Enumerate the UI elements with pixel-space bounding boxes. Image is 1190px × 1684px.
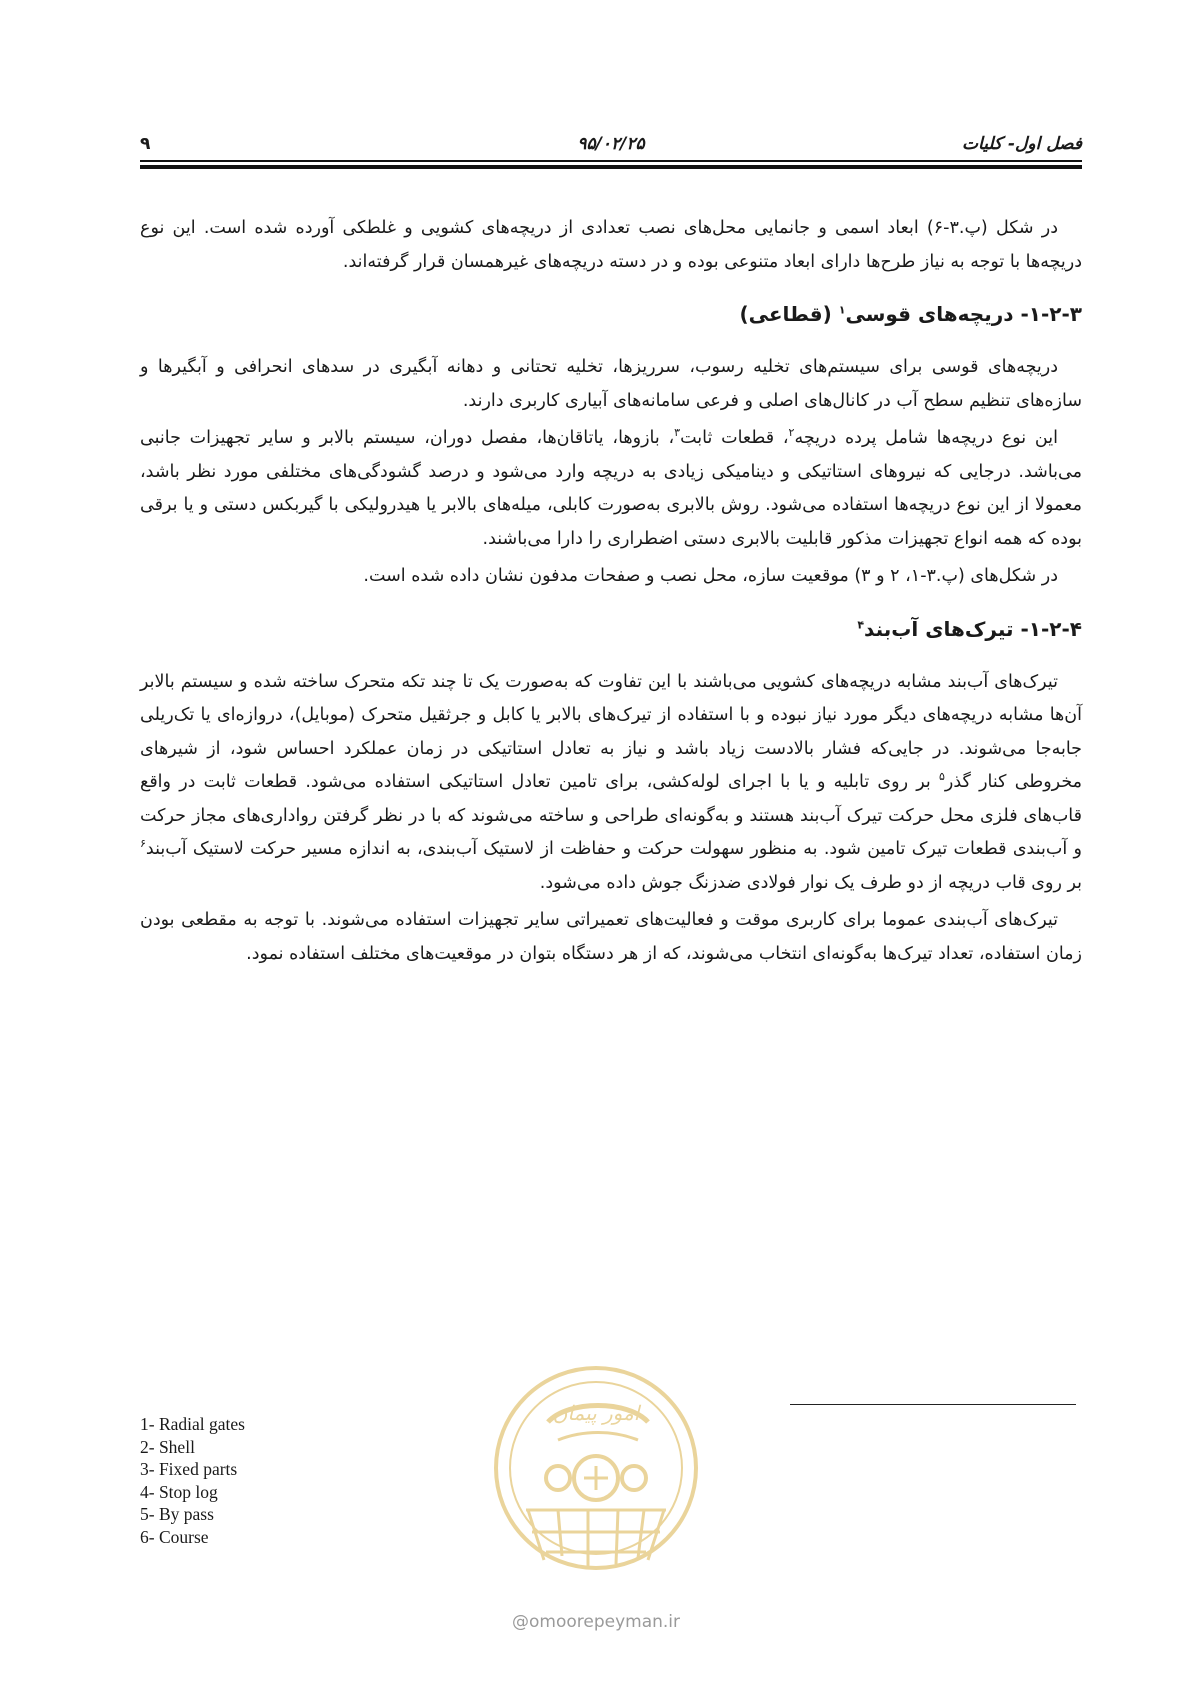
header-rule-thin [140,160,1082,162]
page-header [140,128,1082,158]
paragraph: تیرک‌های آب‌بندی عموما برای کاربری موقت و فعالیت‌های تعمیراتی سایر تجهیزات استفاده می‌شوند. با توجه به مقطعی بودن زمان استفاده، تعداد تیرک‌ها به‌گونه‌ای انتخاب می‌شوند، که از هر دستگاه بتوان در موقعیت‌های مختلف استفاده نمود. [140,910,1082,964]
paragraph-text: این نوع دریچه‌ها شامل پرده دریچه [794,428,1058,448]
section-heading-radial-gates [140,299,1082,329]
footnote-rule [790,1404,1076,1405]
footnote-item: 1- Radial gates [140,1414,245,1434]
paragraph-text: ، بازوها، یاتاقان‌ها، مفصل دوران، سیستم بالابر و سایر تجهیزات جانبی می‌باشد. درجایی که نیروهای استاتیکی و دینامیکی زیادی به دریچه وارد می‌شود و درصد گشودگی‌های مختلفی مورد نظر باشد، معمولا از این نوع دریچه‌ها استفاده می‌شود. روش بالابری به‌صورت کابلی، میله‌های بالابر یا هیدرولیکی با گیربکس دستی و یا برقی بوده که همه انواع تجهیزات مذکور قابلیت بالابری دستی اضطراری را دارا می‌باشند. [140,428,1082,549]
intro-line-2: این نوع دریچه‌ها با توجه به نیاز طرح‌ها دارای ابعاد متنوعی بوده و در دسته دریچه‌های غیرهمسان قرار گرفته‌اند. [140,218,1082,272]
heading-text: ۱-۲-۴- تیرک‌های آب‌بند [864,616,1082,641]
heading-text: ۱-۲-۳- دریچه‌های قوسی [845,302,1082,326]
footnote-ref-2: ۲ [788,426,795,440]
paragraph [140,422,1082,556]
footnotes [140,1413,245,1548]
paragraph [140,666,1082,901]
footnote-item: 6- Course [140,1526,209,1547]
paragraph-text: ، قطعات ثابت [680,428,789,448]
intro-paragraph [140,212,1082,279]
footnote-ref-4: ۴ [857,617,865,631]
footnote-item: 2- Shell [140,1436,195,1457]
watermark-site: @omoorepeyman.ir [511,1612,681,1632]
paragraph: دریچه‌های قوسی برای سیستم‌های تخلیه رسوب، سرریزها، تخلیه تحتانی و دهانه آبگیری در سدهای انحرافی و آبگیرها و سازه‌های تنظیم سطح آب در کانال‌های اصلی و فرعی سامانه‌های آبیاری کاربری دارند. [140,357,1082,411]
paragraph-text: تیرک‌های آب‌بند مشابه دریچه‌های کشویی می‌باشند با این تفاوت که به‌صورت یک تا چند تکه متحرک ساخته شده و سیستم بالابر آن‌ها مشابه دریچه‌های دیگر مورد نیاز نبوده و با استفاده از تیرک‌های بالابر یا کابل و جرثقیل متحرک (موبایل)، دروازه‌ای یا تک‌ریلی جابه‌جا می‌شوند. در جایی‌که فشار بالادست زیاد باشد و نیاز به تعادل استاتیکی در زمان عملکرد احساس شود، از شیرهای مخروطی کنار گذر [140,671,1082,792]
intro-line-1: در شکل (پ.۳-۶) ابعاد اسمی و جانمایی محل‌های نصب تعدادی از دریچه‌های کشویی و غلطکی آورده شده است. [203,218,1058,238]
footnote-item: 5- By pass [140,1504,214,1524]
footnote-ref-5: ۵ [938,770,945,784]
footnote-ref-3: ۳ [674,426,681,440]
page-body [140,212,1082,975]
watermark-logo-text: امور پیمان [552,1401,640,1425]
paragraph-text: بر روی تابلیه و یا با اجرای لوله‌کشی، برای تامین تعادل استاتیکی استفاده می‌شود. قطعات ثابت در واقع قاب‌های فلزی محل حرکت تیرک آب‌بند هستند و به‌گونه‌ای طراحی و ساخته می‌شوند که با در نظر گرفتن رواداری‌های مجاز حرکت و آب‌بندی قطعات تیرک تامین شود. به منظور سهولت حرکت و حفاظت از لاستیک آب‌بندی، به اندازه مسیر حرکت لاستیک آب‌بند [140,772,1082,859]
header-rule-thick [140,165,1082,169]
paragraph: در شکل‌های (پ.۳-۱، ۲ و ۳) موقعیت سازه، محل نصب و صفحات مدفون نشان داده شده است. [363,566,1058,586]
footnote-ref-1: ۱ [838,303,846,317]
heading-suffix: (قطاعی) [739,302,839,326]
watermark-logo [488,1360,704,1600]
footnote-item: 3- Fixed parts [140,1459,238,1479]
footnote-ref-6: ۶ [140,837,146,851]
chapter-title: فصل اول- کلیات [962,134,1082,154]
page-number: ۹ [140,134,151,154]
header-date: ۹۵/۰۲/۲۵ [577,134,645,154]
section-heading-stop-logs [140,614,1082,644]
paragraph-text: بر روی قاب دریچه از دو طرف یک نوار فولادی ضدزنگ جوش داده می‌شود. [539,872,1082,893]
footnote-item: 4- Stop log [140,1481,218,1502]
